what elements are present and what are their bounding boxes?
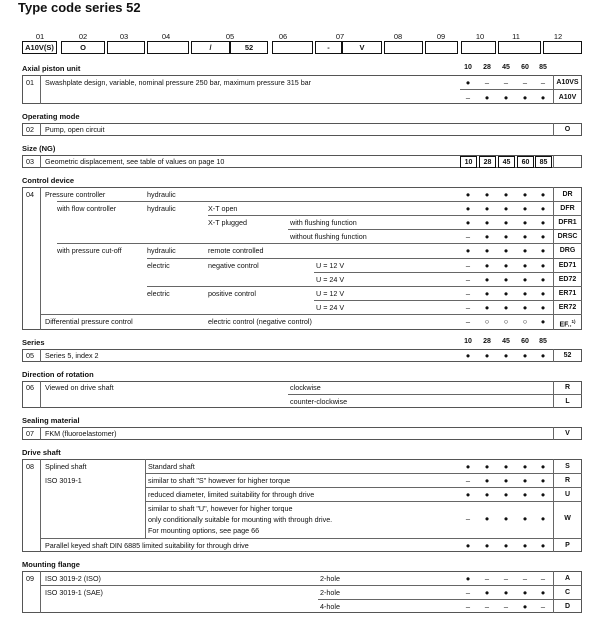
availability-symbol: ● [503, 274, 509, 284]
availability-symbol: – [465, 93, 471, 102]
order-code: S [565, 463, 570, 470]
position-number: 11 [512, 32, 520, 41]
divider-line [40, 187, 41, 330]
divider-line [314, 272, 582, 273]
availability-symbol: – [465, 514, 471, 523]
availability-symbol: – [465, 260, 471, 270]
availability-symbol: ● [540, 316, 546, 326]
availability-symbol: – [540, 78, 546, 87]
code-box: A10V(S) [22, 41, 57, 54]
divider-line [147, 286, 582, 287]
size-option: 85 [535, 156, 552, 168]
availability-symbol: ● [484, 351, 490, 360]
availability-symbol: – [540, 602, 546, 611]
divider-line [40, 585, 582, 586]
section-heading: Control device [22, 176, 75, 185]
code-box [498, 41, 541, 54]
row-description: electric [147, 260, 170, 270]
divider-line [145, 487, 582, 488]
order-code: L [565, 398, 570, 405]
row-description: Differential pressure control [45, 316, 133, 326]
availability-symbol: ● [522, 190, 528, 199]
position-label: 05 [26, 351, 34, 360]
availability-symbol: ● [522, 462, 528, 471]
position-label: 04 [26, 190, 34, 199]
availability-symbol: ● [465, 246, 471, 256]
availability-symbol: ● [484, 476, 490, 485]
availability-symbol: – [484, 78, 490, 87]
divider-line [145, 459, 146, 538]
row-description: with flushing function [290, 218, 357, 228]
availability-symbol: – [503, 78, 509, 87]
availability-symbol: ● [503, 514, 509, 523]
row-description: reduced diameter, limited suitability for through drive [148, 490, 315, 499]
row-description: only conditionally suitable for mounting with through drive. [148, 515, 333, 524]
hole-count: 4-hole [320, 602, 340, 611]
divider-line [57, 243, 582, 244]
divider-line [40, 349, 41, 362]
availability-symbol: ● [484, 588, 490, 597]
size-header: 10 [464, 64, 472, 71]
availability-symbol: ● [522, 204, 528, 214]
divider-line [40, 314, 582, 315]
code-box: O [61, 41, 105, 54]
order-code: ER71 [558, 289, 577, 297]
availability-symbol: ● [540, 514, 546, 523]
divider-line [147, 258, 582, 259]
availability-symbol: ● [540, 541, 546, 550]
availability-symbol: ● [484, 462, 490, 471]
order-code: DFR [560, 205, 575, 213]
section-box [22, 349, 582, 362]
position-label: 01 [26, 78, 34, 87]
availability-symbol: – [465, 476, 471, 485]
position-label: 09 [26, 574, 34, 583]
row-description: Pressure controller [45, 190, 106, 199]
row-description: with flow controller [57, 204, 117, 214]
position-number: 01 [35, 32, 45, 41]
availability-symbol: ● [503, 288, 509, 298]
row-description: negative control [208, 260, 259, 270]
row-description: Pump, open circuit [45, 125, 105, 134]
availability-symbol: ● [522, 476, 528, 485]
section-heading: Operating mode [22, 112, 80, 121]
order-code: EF..$^{1)}$ [559, 318, 576, 329]
row-description: hydraulic [147, 190, 176, 199]
row-description: Viewed on drive shaft [45, 383, 114, 392]
divider-line [145, 473, 582, 474]
availability-symbol: – [503, 602, 509, 611]
availability-symbol: ● [465, 490, 471, 499]
row-description: Splined shaft [45, 462, 87, 471]
availability-symbol: ● [503, 246, 509, 256]
availability-symbol: ● [465, 204, 471, 214]
availability-symbol: ● [465, 541, 471, 550]
position-number: 02 [78, 32, 88, 41]
section-heading: Mounting flange [22, 560, 80, 569]
availability-symbol: – [465, 288, 471, 298]
code-box [147, 41, 189, 54]
availability-symbol: ● [484, 232, 490, 242]
position-number: 12 [553, 32, 563, 41]
availability-symbol: ● [522, 232, 528, 242]
availability-symbol: ● [540, 274, 546, 284]
order-code: DRSC [557, 233, 578, 241]
divider-line [40, 381, 41, 408]
availability-symbol: – [484, 602, 490, 611]
availability-symbol: ● [540, 218, 546, 228]
availability-symbol: ● [484, 302, 490, 312]
row-description: with pressure cut-off [57, 246, 122, 256]
row-description: without flushing function [290, 232, 367, 242]
availability-symbol: ● [465, 218, 471, 228]
order-code: C [564, 589, 571, 596]
order-code: R [564, 384, 571, 391]
position-number: 10 [475, 32, 485, 41]
voltage-label: U = 12 V [316, 288, 345, 298]
availability-symbol: ● [522, 93, 528, 102]
divider-line [40, 427, 41, 440]
availability-symbol: ● [484, 260, 490, 270]
order-code: DRG [559, 247, 576, 255]
divider-line [318, 599, 582, 600]
row-description: similar to shaft "S" however for higher torque [148, 476, 291, 485]
position-number: 09 [436, 32, 446, 41]
code-box [384, 41, 423, 54]
availability-symbol: – [465, 602, 471, 611]
order-code: ER72 [558, 303, 577, 311]
row-description: positive control [208, 288, 256, 298]
position-label: 08 [26, 462, 34, 471]
row-description: X-T open [208, 204, 238, 214]
availability-symbol: ● [484, 190, 490, 199]
code-box [272, 41, 313, 54]
availability-symbol: ● [540, 246, 546, 256]
row-description: Parallel keyed shaft DIN 6885 limited suitability for through drive [45, 541, 249, 550]
availability-symbol: ● [503, 302, 509, 312]
option-label: clockwise [290, 383, 321, 392]
order-code: U [564, 491, 571, 498]
availability-symbol: ● [503, 351, 509, 360]
availability-symbol: ● [522, 490, 528, 499]
availability-symbol: ● [540, 204, 546, 214]
row-description: Geometric displacement, see table of values on page 10 [45, 157, 225, 166]
order-code: DFR1 [558, 219, 577, 227]
availability-symbol: ● [540, 351, 546, 360]
size-option: 28 [479, 156, 496, 168]
availability-symbol: ● [484, 274, 490, 284]
footnote-marker: 1) [571, 318, 576, 324]
section-heading: Drive shaft [22, 448, 61, 457]
availability-symbol: ● [540, 490, 546, 499]
position-number: 03 [119, 32, 129, 41]
availability-symbol: – [503, 574, 509, 583]
availability-symbol: ● [522, 602, 528, 611]
availability-symbol: ● [540, 190, 546, 199]
availability-symbol: ● [522, 514, 528, 523]
order-code: 52 [563, 352, 572, 359]
row-description: electric [147, 288, 170, 298]
size-option: 60 [517, 156, 534, 168]
size-header: 10 [464, 338, 472, 345]
row-description: Standard shaft [148, 462, 195, 471]
availability-symbol: ● [465, 78, 471, 87]
availability-symbol: ● [522, 588, 528, 597]
divider-line [40, 571, 41, 613]
order-code: R [564, 477, 571, 484]
availability-symbol: – [484, 574, 490, 583]
divider-line [145, 501, 582, 502]
availability-symbol: ● [465, 190, 471, 199]
availability-symbol: ○ [484, 316, 490, 326]
size-header: 28 [483, 338, 491, 345]
row-description: electric control (negative control) [208, 316, 312, 326]
divider-line [553, 155, 554, 168]
availability-symbol: ● [484, 246, 490, 256]
order-code: W [564, 515, 571, 522]
availability-symbol: ● [540, 288, 546, 298]
availability-symbol: – [465, 588, 471, 597]
availability-symbol: ○ [522, 316, 528, 326]
divider-line [208, 215, 582, 216]
availability-symbol: ● [503, 204, 509, 214]
code-box: V [342, 41, 382, 54]
availability-symbol: ● [522, 288, 528, 298]
order-code: V [565, 430, 570, 437]
option-label: counter-clockwise [290, 397, 348, 406]
row-description: ISO 3019-1 [45, 476, 82, 485]
availability-symbol: ● [522, 218, 528, 228]
availability-symbol: ● [484, 490, 490, 499]
availability-symbol: ● [503, 232, 509, 242]
row-description: hydraulic [147, 204, 176, 214]
position-label: 02 [26, 125, 34, 134]
availability-symbol: ● [540, 232, 546, 242]
availability-symbol: ● [522, 260, 528, 270]
divider-line [288, 394, 582, 395]
order-code: A10V [558, 94, 577, 101]
availability-symbol: ● [540, 462, 546, 471]
size-header: 60 [521, 64, 529, 71]
voltage-label: U = 24 V [316, 274, 345, 284]
section-box [22, 123, 582, 136]
position-number: 07 [335, 32, 345, 41]
hole-count: 2-hole [320, 574, 340, 583]
voltage-label: U = 24 V [316, 302, 345, 312]
availability-symbol: – [465, 232, 471, 242]
availability-symbol: – [465, 316, 471, 326]
availability-symbol: ● [484, 541, 490, 550]
page-title: Type code series 52 [18, 0, 141, 15]
availability-symbol: ● [540, 302, 546, 312]
divider-line [288, 229, 582, 230]
code-box [107, 41, 145, 54]
size-header: 85 [539, 64, 547, 71]
availability-symbol: – [522, 78, 528, 87]
size-header: 45 [502, 64, 510, 71]
code-box: - [315, 41, 342, 54]
availability-symbol: ● [540, 93, 546, 102]
size-option: 10 [460, 156, 477, 168]
size-header: 28 [483, 64, 491, 71]
divider-line [460, 89, 582, 90]
availability-symbol: ● [484, 218, 490, 228]
size-header: 85 [539, 338, 547, 345]
order-code: O [564, 126, 571, 133]
code-box [461, 41, 496, 54]
position-number: 06 [278, 32, 288, 41]
section-heading: Size (NG) [22, 144, 56, 153]
availability-symbol: – [465, 274, 471, 284]
section-heading: Sealing material [22, 416, 80, 425]
section-box [22, 571, 582, 613]
code-box: / [191, 41, 230, 54]
availability-symbol: ● [522, 302, 528, 312]
position-label: 07 [26, 429, 34, 438]
availability-symbol: ● [465, 574, 471, 583]
order-code: ED71 [558, 261, 577, 269]
divider-line [40, 155, 41, 168]
availability-symbol: ● [522, 541, 528, 550]
position-number: 08 [393, 32, 403, 41]
availability-symbol: ● [465, 462, 471, 471]
availability-symbol: ● [540, 588, 546, 597]
availability-symbol: ● [484, 93, 490, 102]
hole-count: 2-hole [320, 588, 340, 597]
section-heading: Direction of rotation [22, 370, 94, 379]
availability-symbol: ● [540, 260, 546, 270]
row-description: ISO 3019-1 (SAE) [45, 588, 103, 597]
divider-line [314, 300, 582, 301]
row-description: FKM (fluoroelastomer) [45, 429, 117, 438]
code-box [425, 41, 458, 54]
divider-line [40, 75, 41, 104]
code-box: 52 [230, 41, 268, 54]
divider-line [40, 123, 41, 136]
availability-symbol: ● [503, 260, 509, 270]
position-number: 05 [225, 32, 235, 41]
position-label: 03 [26, 157, 34, 166]
size-header: 60 [521, 338, 529, 345]
section-heading: Series [22, 338, 45, 347]
voltage-label: U = 12 V [316, 260, 345, 270]
availability-symbol: ○ [503, 316, 509, 326]
availability-symbol: – [540, 574, 546, 583]
row-description: remote controlled [208, 246, 264, 256]
availability-symbol: ● [503, 462, 509, 471]
availability-symbol: ● [503, 541, 509, 550]
order-code: A [564, 575, 571, 582]
row-description: Series 5, index 2 [45, 351, 99, 360]
code-box [543, 41, 582, 54]
position-label: 06 [26, 383, 34, 392]
availability-symbol: – [522, 574, 528, 583]
availability-symbol: ● [503, 190, 509, 199]
availability-symbol: ● [503, 476, 509, 485]
divider-line [40, 538, 582, 539]
availability-symbol: ● [484, 204, 490, 214]
availability-symbol: ● [522, 274, 528, 284]
order-code: A10VS [556, 79, 579, 86]
size-option: 45 [498, 156, 515, 168]
section-heading: Axial piston unit [22, 64, 81, 73]
availability-symbol: ● [465, 351, 471, 360]
position-number: 04 [161, 32, 171, 41]
availability-symbol: ● [484, 288, 490, 298]
row-description: ISO 3019-2 (ISO) [45, 574, 101, 583]
order-code: D [564, 603, 571, 610]
availability-symbol: ● [503, 490, 509, 499]
row-description: Swashplate design, variable, nominal pressure 250 bar, maximum pressure 315 bar [45, 78, 312, 87]
availability-symbol: ● [522, 351, 528, 360]
divider-line [57, 201, 582, 202]
order-code: P [565, 542, 570, 549]
order-code: ED72 [558, 275, 577, 283]
row-description: hydraulic [147, 246, 176, 256]
availability-symbol: ● [503, 588, 509, 597]
availability-symbol: – [465, 302, 471, 312]
availability-symbol: ● [540, 476, 546, 485]
availability-symbol: ● [503, 218, 509, 228]
availability-symbol: ● [503, 93, 509, 102]
size-header: 45 [502, 338, 510, 345]
order-code: DR [562, 191, 573, 198]
availability-symbol: ● [484, 514, 490, 523]
row-description: similar to shaft "U", however for higher torque [148, 504, 293, 513]
row-description: For mounting options, see page 66 [148, 526, 260, 535]
row-description: X-T plugged [208, 218, 248, 228]
availability-symbol: ● [522, 246, 528, 256]
